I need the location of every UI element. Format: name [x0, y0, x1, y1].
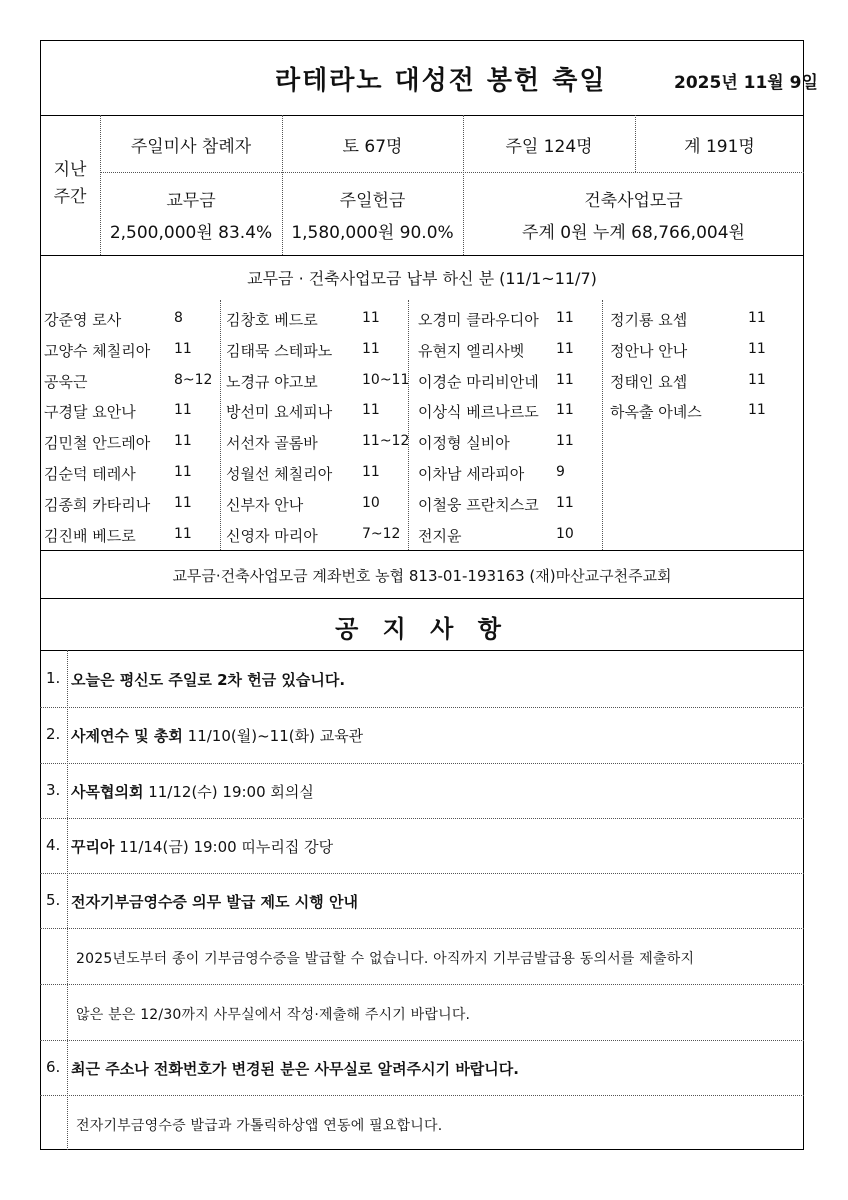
fund-value-gyomugeum: 2,500,000원 83.4% [109, 223, 273, 243]
notice-body: 전자기부금영수증 발급과 가톨릭하상앱 연동에 필요합니다. [76, 1117, 443, 1134]
donor-name: 김진배 베드로 [44, 526, 136, 545]
donor-count: 11 [362, 464, 380, 480]
notice-item [76, 948, 694, 968]
donor-count: 11 [556, 340, 574, 357]
donor-name: 공욱근 [44, 372, 88, 391]
donor-name: 이차남 세라피아 [418, 465, 525, 483]
notice-title: 공 지 사 항 [335, 615, 509, 643]
donor-name: 김순덕 테레사 [44, 465, 136, 483]
divider [40, 818, 804, 819]
donor-name: 고양수 체칠리아 [44, 341, 151, 360]
donor-count: 11 [748, 310, 766, 326]
donor-count: 10~11 [362, 371, 410, 388]
donor-count: 11 [556, 310, 574, 326]
donor-count: 11 [174, 433, 192, 450]
attendance-label: 주일미사 참례자 [130, 137, 252, 157]
last-week-label-1: 지난 [53, 160, 87, 180]
donor-name: 노경규 야고보 [226, 372, 318, 391]
notice-detail: 11/10(월)~11(화) 교육관 [182, 727, 364, 745]
donor-count: 11 [362, 402, 380, 419]
donor-name: 성월선 체칠리아 [226, 465, 333, 483]
donor-count: 11 [556, 371, 574, 388]
notice-heading: 사목협의회 [71, 782, 144, 801]
account-info: 교무금·건축사업모금 계좌번호 농협 813-01-193163 (재)마산교구천주교회 [172, 567, 672, 585]
donor-name: 유현지 엘리사벳 [418, 341, 525, 360]
divider [602, 300, 603, 550]
notice-heading: 최근 주소나 전화번호가 변경된 분은 사무실로 알려주시기 바랍니다. [71, 1059, 519, 1078]
divider [67, 650, 68, 1150]
notice-item [71, 891, 358, 912]
donor-name: 방선미 요세피나 [226, 403, 333, 422]
fund-label-gyomugeum: 교무금 [166, 191, 216, 211]
sunday-attendance: 주일 124명 [505, 137, 593, 157]
last-week-label [40, 157, 100, 211]
divider [40, 873, 804, 874]
notice-item [71, 669, 345, 690]
notice-number: 3. [46, 780, 61, 799]
donor-count: 7~12 [362, 525, 401, 542]
divider [40, 763, 804, 764]
donor-count: 11 [556, 402, 574, 419]
notice-body: 않은 분은 12/30까지 사무실에서 작성·제출해 주시기 바랍니다. [76, 1007, 471, 1023]
donor-name: 김창호 베드로 [226, 311, 318, 329]
notice-number: 5. [46, 890, 61, 909]
donor-count: 11 [174, 494, 192, 511]
donor-count: 11 [362, 310, 380, 326]
notice-number: 6. [46, 1057, 61, 1076]
donor-count: 11 [748, 402, 766, 419]
donor-name: 신영자 마리아 [226, 526, 318, 545]
notice-body: 2025년도부터 종이 기부금영수증을 발급할 수 없습니다. 아직까지 기부금발급용 동의서를 제출하지 [76, 951, 695, 967]
donor-count: 10 [556, 525, 574, 542]
donor-count: 11 [174, 340, 192, 357]
divider [40, 1095, 804, 1096]
last-week-label-2: 주간 [53, 187, 87, 207]
donor-name: 이상식 베르나르도 [418, 403, 539, 422]
donor-name: 전지윤 [418, 526, 462, 545]
notice-heading: 오늘은 평신도 주일로 2차 헌금 있습니다. [71, 670, 346, 689]
donor-count: 8 [174, 310, 183, 326]
donor-count: 11~12 [362, 433, 410, 450]
donor-name: 김종희 카타리나 [44, 495, 151, 514]
donor-count: 11 [748, 340, 766, 357]
notice-item [71, 836, 333, 857]
donor-count: 9 [556, 464, 565, 480]
donor-name: 구경달 요안나 [44, 403, 136, 422]
notice-item [71, 1058, 519, 1079]
divider [40, 1040, 804, 1041]
donor-name: 하옥출 아녜스 [610, 403, 702, 422]
donor-count: 11 [174, 464, 192, 480]
divider [100, 172, 804, 173]
donor-name: 김민철 안드레아 [44, 434, 151, 453]
donor-count: 11 [556, 433, 574, 450]
header [40, 58, 818, 98]
donor-name: 강준영 로사 [44, 311, 122, 329]
divider [40, 707, 804, 708]
divider [40, 255, 804, 256]
fund-value-building: 주계 0원 누계 68,766,004원 [522, 223, 745, 243]
saturday-attendance: 토 67명 [342, 137, 403, 157]
notice-number: 1. [46, 668, 61, 687]
page-title: 라테라노 대성전 봉헌 축일 [275, 66, 607, 96]
donor-count: 11 [174, 402, 192, 419]
notice-detail: 11/14(금) 19:00 띠누리집 강당 [114, 837, 334, 856]
donor-name: 신부자 안나 [226, 495, 304, 514]
donor-count: 11 [174, 525, 192, 542]
total-attendance: 계 191명 [684, 137, 755, 157]
bulletin-date: 2025년 11월 9일 [674, 73, 818, 93]
donor-name: 정안나 안나 [610, 341, 688, 360]
notice-item [76, 1004, 470, 1024]
donor-name: 정태인 요셉 [610, 372, 688, 391]
divider [40, 598, 804, 599]
divider [220, 300, 221, 550]
fund-value-sunday-offering: 1,580,000원 90.0% [291, 223, 454, 243]
donor-count: 8~12 [174, 371, 213, 388]
divider [408, 300, 409, 550]
donor-count: 11 [362, 340, 380, 357]
donor-count: 10 [362, 494, 380, 511]
notice-heading: 사제연수 및 총회 [71, 727, 183, 745]
fund-label-sunday-offering: 주일헌금 [339, 191, 406, 211]
notice-item [71, 781, 314, 802]
donor-count: 11 [748, 371, 766, 388]
notice-number: 2. [46, 725, 61, 743]
notice-number: 4. [46, 835, 61, 854]
divider [40, 650, 804, 651]
notice-item [76, 1115, 442, 1135]
donor-name: 이경순 마리비안네 [418, 372, 539, 391]
fund-label-building: 건축사업모금 [584, 191, 683, 211]
divider [40, 550, 804, 551]
notice-item [71, 725, 363, 746]
donors-heading: 교무금 · 건축사업모금 납부 하신 분 (11/1~11/7) [247, 269, 597, 288]
donor-name: 서선자 골롬바 [226, 434, 318, 453]
donor-name: 오경미 클라우디아 [418, 311, 539, 329]
divider [40, 928, 804, 929]
notice-detail: 11/12(수) 19:00 회의실 [143, 782, 314, 801]
notice-heading: 꾸리아 [71, 837, 115, 856]
notice-heading: 전자기부금영수증 의무 발급 제도 시행 안내 [71, 892, 358, 911]
donor-name: 정기룡 요셉 [610, 311, 688, 329]
donor-name: 이철웅 프란치스코 [418, 495, 539, 514]
divider [40, 984, 804, 985]
donor-name: 김태묵 스테파노 [226, 341, 333, 360]
donor-count: 11 [556, 494, 574, 511]
divider [40, 115, 804, 116]
donor-name: 이정형 실비아 [418, 434, 510, 453]
